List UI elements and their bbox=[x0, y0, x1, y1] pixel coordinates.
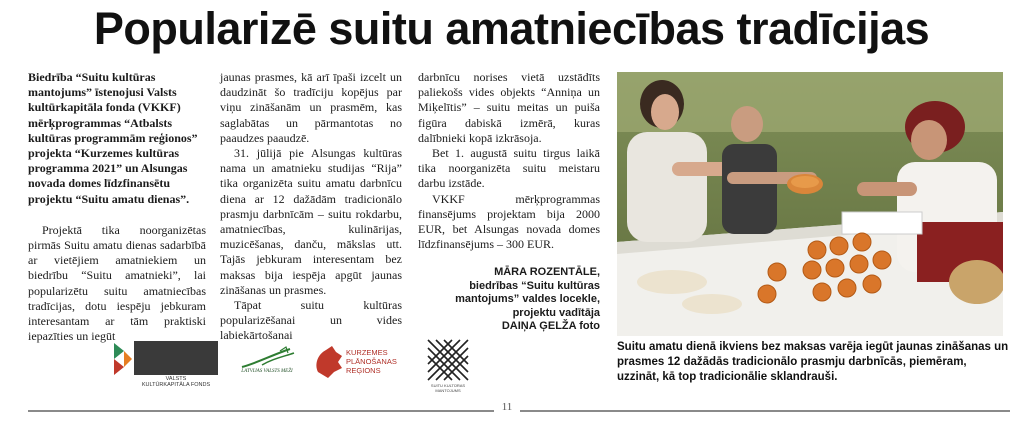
page-number: 11 bbox=[501, 401, 513, 413]
paragraph: VKKF mērķprogrammas finansējums projektam bija 2000 EUR, bet Alsungas novada domes līdzfinansējums – 300 EUR. bbox=[418, 191, 600, 252]
author-name: MĀRA ROZENTĀLE, bbox=[494, 266, 600, 279]
suitu-logo bbox=[426, 338, 470, 392]
footer-rule-left bbox=[28, 410, 494, 412]
column-2 bbox=[220, 70, 402, 344]
photo-credit: DAIŅA ĢELŽA foto bbox=[501, 320, 600, 333]
kpr-line2: PLĀNOŠANAS bbox=[346, 357, 397, 366]
paragraph: Tāpat suitu kultūras popularizēšanai un vides labiekārtošanai bbox=[220, 298, 402, 343]
lvm-text: LATVIJAS VALSTS MEŽI bbox=[241, 369, 293, 374]
paragraph: jaunas prasmes, kā arī īpaši izcelt un daudzināt šo tradīciju kopējus par viņu zināšanām un prasmēm, kas saglabātas un pārmantotas no paaudzes paaudzē. bbox=[220, 70, 402, 145]
photo-caption: Suitu amatu dienā ikviens bez maksas varēja iegūt jaunas zināšanas un prasmes 12 dažādās tradicionālo prasmju darbnīcās, piemēram, uzzināt, kā top tradicionālie sklandrauši. bbox=[617, 341, 1009, 383]
vkkf-line2: KULTŪRKAPITĀLA FONDS bbox=[141, 382, 211, 388]
lvm-logo bbox=[232, 345, 302, 379]
paragraph: Projektā tika noorganizētas pirmās Suitu amatu dienas sadarbībā ar vietējiem amatniekiem un biedrību “Suitu amatnieki”, lai popularizētu suitu amatniecības tradīcijas, dotu iespēju jebkuram interesantam ar tām praktiski iepazīties un iegūt bbox=[28, 222, 206, 344]
article-title: Popularizē suitu amatniecības tradīcijas bbox=[93, 3, 930, 54]
footer-rule-right bbox=[520, 410, 1010, 412]
suitu-logo-text: SUITU KULTŪRAS MANTOJUMS bbox=[430, 383, 466, 393]
paragraph: darbnīcu norises vietā uzstādīts paliekošs vides objekts “Anniņa un Miķelītis” – suitu meitas un puiša figūra dabiskā izmērā, kuras dalībnieki kopā izkrāsoja. bbox=[418, 70, 600, 145]
column-3 bbox=[418, 70, 600, 334]
kpr-line3: REĢIONS bbox=[346, 366, 381, 375]
kpr-line1: KURZEMES bbox=[346, 348, 388, 357]
vkkf-logo bbox=[110, 337, 222, 389]
article-photo bbox=[617, 72, 1003, 336]
paragraph: Bet 1. augustā suitu tirgus laikā tika noorganizēta suitu meistaru darbu izstāde. bbox=[418, 146, 600, 191]
paragraph: 31. jūlijā pie Alsungas kultūras nama un amatnieku studijas “Rija” tika organizēta suitu amatu darbnīcu diena ar 12 dažādām tradicionālo prasmju darbnīcām – suitu rokdarbu, amatniecības, kulinārijas, muzicēšanas, danču, mākslas utt. Tajās jebkuram interesentam bez maksas bija iespēja apgūt jaunas zināšanas un prasmes. bbox=[220, 146, 402, 297]
article-lead: Biedrība “Suitu kultūras mantojums” īstenojusi Valsts kultūrkapitāla fonda (VKKF) mērķprogrammas “Atbalsts kultūras programmām reģionos” projekta “Kurzemes kultūras programma 2021” un Alsungas novada domes līdzfinansētu projektu “Suitu amatu dienas”. bbox=[28, 70, 198, 206]
author-role: biedrības “Suitu kultūras mantojums” valdes locekle, projektu vadītāja bbox=[455, 279, 600, 319]
column-1 bbox=[28, 70, 206, 344]
author-signature bbox=[418, 266, 600, 334]
vkkf-line1: VALSTS bbox=[165, 376, 187, 382]
kpr-logo bbox=[312, 342, 412, 388]
